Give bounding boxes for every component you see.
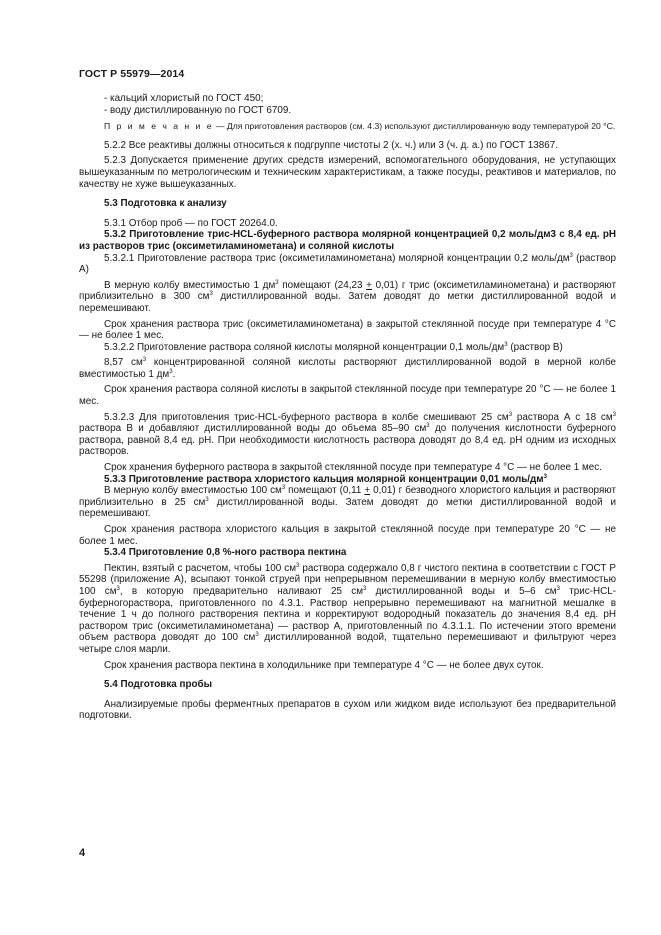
paragraph-storage-a: Срок хранения раствора трис (оксиметиламинометана) в закрытой стеклянной посуде при температуре 4 °С — не более 1 мес. <box>79 318 616 342</box>
paragraph-storage-buffer: Срок хранения буферного раствора в закрытой стеклянной посуде при температуре 4 °С — не более 1 мес. <box>104 462 602 474</box>
paragraph-solution-a: В мерную колбу вместимостью 1 $дм^3$ помещают (24,23 + 0,01) г трис (оксиметиламинометана) и растворяют приблизительно в 300 $см^3$ дистиллированной воды. Затем доводят до метки дистиллированной водой и перемешивают. <box>79 279 617 314</box>
paragraph-5-3-2-3: 5.3.2.3 Для приготовления трис-HCL-буферного раствора в колбе смешивают 25 $см^3$ раствора А с 18 $см^3$ раствора В и добавляют дистиллированной воды до объема 85–90 $см^3$ до получения кислотности буферного раствора, равной 8,4 ед. pH. При необходимости кислотность раствора доводят до 8,4 ед. pH одним из исходных растворов. <box>79 411 616 458</box>
paragraph-storage-pectin: Срок хранения раствора пектина в холодильнике при температуре 4 °С — не более двух суток. <box>104 659 544 671</box>
page-number: 4 <box>79 847 86 859</box>
section-heading-5-3: 5.3 Подготовка к анализу <box>104 198 227 210</box>
paragraph-5-3-1: 5.3.1 Отбор проб — по ГОСТ 20264.0. <box>104 217 278 229</box>
paragraph-5-2-3: 5.2.3 Допускается применение других средств измерений, вспомогательного оборудования, не уступающих вышеуказанным по метрологическим и техническим характеристикам, а также посуды, реактивов и материалов, по качеству не хуже вышеуказанных. <box>79 155 616 190</box>
section-heading-5-3-4: 5.3.4 Приготовление 0,8 %-ного раствора пектина <box>104 547 347 559</box>
page-body <box>79 93 616 722</box>
section-heading-5-3-3: 5.3.3 Приготовление раствора хлористого кальция молярной концентрации 0,01 моль/$дм^3$ <box>104 473 547 485</box>
paragraph-5-3-2-1: 5.3.2.1 Приготовление раствора трис (оксиметиламинометана) молярной концентрации 0,2 моль/$дм^3$ (раствор А) <box>79 252 616 276</box>
paragraph-storage-calcium: Срок хранения раствора хлористого кальция в закрытой стеклянной посуде при температуре 20 °С — не более 1 мес. <box>79 524 616 547</box>
paragraph-solution-b: 8,57 $см^3$ концентрированной соляной кислоты растворяют дистиллированной водой в мерной колбе вместимостью 1 $дм^3$. <box>79 357 616 380</box>
note <box>79 121 616 132</box>
paragraph-sample-prep: Анализируемые пробы ферментных препаратов в сухом или жидком виде используют без предварительной подготовки. <box>79 698 616 722</box>
section-heading-5-3-2: 5.3.2 Приготовление трис-HCL-буферного раствора молярной концентрацией 0,2 моль/дм3 с 8,4 ед. pH из растворов трис (оксиметиламинометана) и соляной кислоты <box>79 229 616 252</box>
note-text: — Для приготовления растворов (см. 4.3) используют дистиллированную воду температурой 20 °С. <box>215 121 616 132</box>
paragraph-storage-b: Срок хранения раствора соляной кислоты в закрытой стеклянной посуде при температуре 20 °С — не более 1 мес. <box>79 384 616 408</box>
list-item: - кальций хлористый по ГОСТ 450; <box>104 93 264 104</box>
paragraph-5-2-2: 5.2.2 Все реактивы должны относиться к подгруппе чистоты 2 (х. ч.) или 3 (ч. д. а.) по ГОСТ 13867. <box>104 139 558 151</box>
paragraph-5-3-2-2: 5.3.2.2 Приготовление раствора соляной кислоты молярной концентрации 0,1 моль/$дм^3$ (раствор В) <box>104 341 563 353</box>
list-item: - воду дистиллированную по ГОСТ 6709. <box>104 104 292 116</box>
paragraph-calcium-solution: В мерную колбу вместимостью 100 $см^3$ помещают (0,11 + 0,01) г безводного хлористого кальция и растворяют приблизительно в 25 $см^3$ дистиллированной воды. Затем доводят до метки дистиллированной водой и перемешивают. <box>79 485 617 520</box>
standard-header: ГОСТ Р 55979—2014 <box>79 68 185 80</box>
section-heading-5-4: 5.4 Подготовка пробы <box>104 679 213 691</box>
paragraph-pectin-solution: Пектин, взятый с расчетом, чтобы 100 $см^3$ раствора содержало 0,8 г чистого пектина в соответствии с ГОСТ Р 55298 (приложение А), всыпают тонкой струей при непрерывном перемешивании в мерную колбу вместимостью 100 $см^3$, в которую предварительно наливают 25 $см^3$ дистиллированной воды и 5–6 $см^3$ трис-HCL-буферногораствора, приготовленного по 4.3.1. Раствор непрерывно перемешивают на магнитной мешалке в течение 1 ч до полного растворения пектина и корректируют водородный показатель до значения 8,4 ед. pH раствором трис (оксиметиламинометана) — раствор А, приготовленный по 4.3.1.1. По истечении этого времени объем раствора доводят до 100 $см^3$ дистиллированной водой, тщательно перемешивают и фильтруют через четыре слоя марли. <box>79 562 616 655</box>
note-label: П р и м е ч а н и е <box>104 121 214 132</box>
